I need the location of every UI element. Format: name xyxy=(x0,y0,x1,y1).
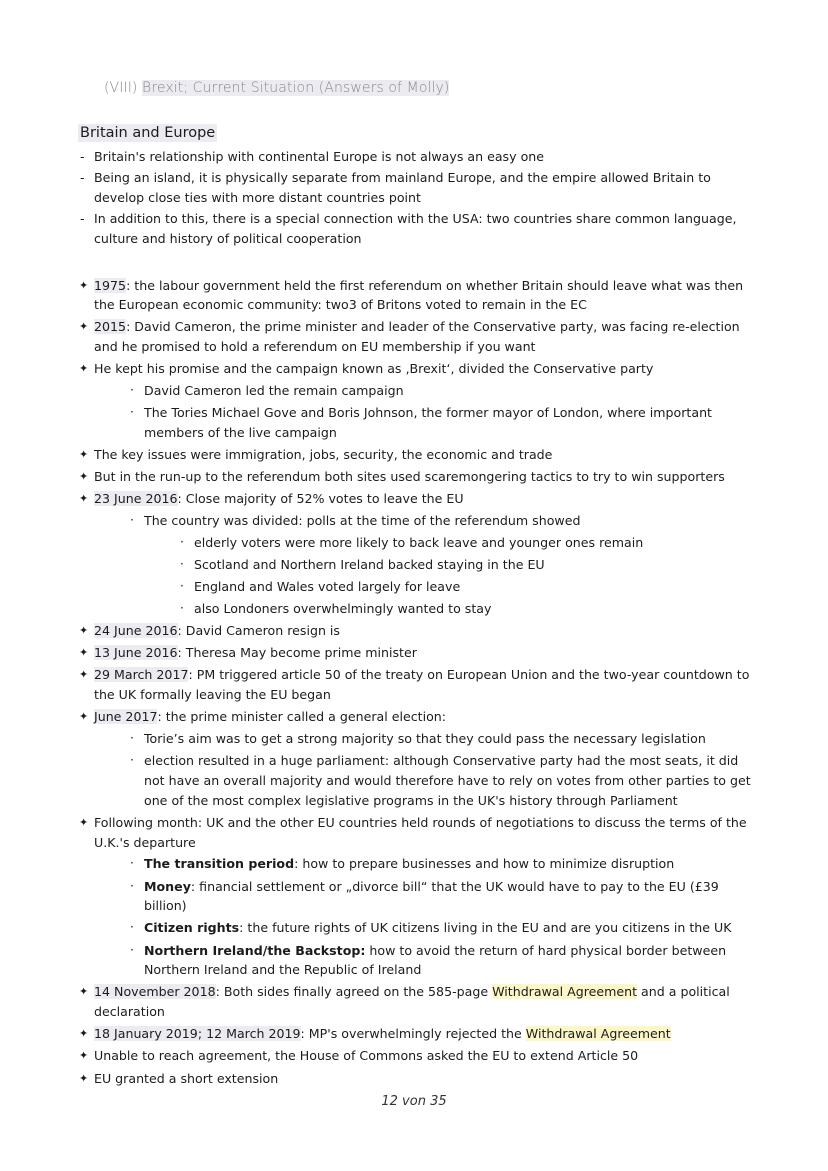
sub-item xyxy=(128,877,758,917)
date-label: 1975 xyxy=(94,277,127,293)
dot-bullet-icon: · xyxy=(130,920,134,935)
page-title xyxy=(104,80,449,96)
dot-bullet-icon: · xyxy=(130,731,134,746)
dot-bullet-icon: · xyxy=(180,579,184,594)
timeline-item xyxy=(78,489,758,619)
timeline-item xyxy=(78,317,758,357)
star-bullet-icon: ✦ xyxy=(79,448,89,462)
poll-item xyxy=(178,533,758,553)
sub-list xyxy=(94,381,758,443)
item-text: : David Cameron resign is xyxy=(177,623,340,639)
dot-bullet-icon: · xyxy=(130,878,134,893)
content xyxy=(78,147,758,1091)
timeline-item xyxy=(78,1024,758,1044)
sub-item-text: David Cameron led the remain campaign xyxy=(144,383,404,399)
title-prefix: (VIII) xyxy=(104,80,143,96)
sub-item xyxy=(128,381,758,401)
timeline-item xyxy=(78,707,758,810)
dot-bullet-icon: · xyxy=(180,534,184,549)
item-text: : Close majority of 52% votes to leave the EU xyxy=(177,491,464,507)
star-bullet-icon: ✦ xyxy=(79,1027,89,1041)
sub-item xyxy=(128,729,758,749)
timeline-item xyxy=(78,982,758,1022)
sub-item-text: The Tories Michael Gove and Boris Johnson, the former mayor of London, where important members of the live campaign xyxy=(144,405,712,440)
item-text: EU granted a short extension xyxy=(94,1070,279,1086)
timeline-item xyxy=(78,813,758,980)
term-label: The transition period xyxy=(144,856,295,872)
timeline-list xyxy=(78,276,758,1089)
intro-item: - Being an island, it is physically separate from mainland Europe, and the empire allowed Britain to develop close ties with more distant countries point xyxy=(78,168,758,209)
dot-bullet-icon: · xyxy=(130,513,134,528)
star-bullet-icon: ✦ xyxy=(79,320,89,334)
term-label: Citizen rights xyxy=(144,920,240,936)
sub-list xyxy=(94,854,758,980)
poll-text: England and Wales voted largely for leave xyxy=(194,579,461,595)
star-bullet-icon: ✦ xyxy=(79,985,89,999)
section-heading: Britain and Europe xyxy=(80,125,216,141)
intro-list xyxy=(78,147,758,250)
item-text: The key issues were immigration, jobs, security, the economic and trade xyxy=(94,447,553,463)
sub-item-text: : financial settlement or „divorce bill“ that the UK would have to pay to the EU (£39 billion) xyxy=(144,878,719,914)
sub-item-text: election resulted in a huge parliament: although Conservative party had the most seats, it did not have an overall majority and would therefore have to rely on votes from other parties to get one of the most complex legislative programs in the UK's history through Parliament xyxy=(144,753,751,808)
timeline-item xyxy=(78,1046,758,1066)
date-label: 14 November 2018 xyxy=(94,984,216,1000)
star-bullet-icon: ✦ xyxy=(79,492,89,506)
highlight-text: Withdrawal Agreement xyxy=(492,984,638,1000)
item-text: : Theresa May become prime minister xyxy=(177,645,417,661)
date-label: June 2017 xyxy=(94,709,158,725)
timeline-item xyxy=(78,621,758,641)
poll-item xyxy=(178,599,758,619)
star-bullet-icon: ✦ xyxy=(79,646,89,660)
dot-bullet-icon: · xyxy=(130,942,134,957)
date-label: 29 March 2017 xyxy=(94,667,189,683)
dot-bullet-icon: · xyxy=(130,405,134,420)
star-bullet-icon: ✦ xyxy=(79,624,89,638)
date-label: 24 June 2016 xyxy=(94,623,178,639)
dot-bullet-icon: · xyxy=(180,601,184,616)
item-text: He kept his promise and the campaign known as ‚Brexit‘, divided the Conservative party xyxy=(94,361,654,377)
sub-item xyxy=(128,511,758,619)
timeline-item xyxy=(78,665,758,705)
sub-list xyxy=(94,511,758,619)
dot-bullet-icon: · xyxy=(130,753,134,768)
date-label: 23 June 2016 xyxy=(94,491,178,507)
intro-item: - In addition to this, there is a special connection with the USA: two countries share common language, culture and history of political cooperation xyxy=(78,209,758,250)
item-text: : MP's overwhelmingly rejected the xyxy=(300,1026,526,1042)
item-text: : the prime minister called a general election: xyxy=(157,709,447,725)
star-bullet-icon: ✦ xyxy=(79,470,89,484)
poll-text: also Londoners overwhelmingly wanted to stay xyxy=(194,601,492,617)
poll-text: elderly voters were more likely to back leave and younger ones remain xyxy=(194,534,644,550)
poll-item xyxy=(178,577,758,597)
item-text: Following month: UK and the other EU countries held rounds of negotiations to discuss the terms of the U.K.'s departure xyxy=(94,814,747,850)
sub-item-text: how to avoid the return of hard physical border between Northern Ireland and the Republic of Ireland xyxy=(144,942,727,978)
sub-item xyxy=(128,941,758,981)
timeline-item xyxy=(78,359,758,442)
sub-item xyxy=(128,751,758,810)
item-text: : PM triggered article 50 of the treaty on European Union and the two-year countdown to the UK formally leaving the EU began xyxy=(94,667,750,703)
timeline-item xyxy=(78,467,758,487)
sub-list xyxy=(94,729,758,810)
timeline-item xyxy=(78,276,758,316)
star-bullet-icon: ✦ xyxy=(79,668,89,682)
sub-item xyxy=(128,854,758,874)
dot-bullet-icon: · xyxy=(130,383,134,398)
date-label: 2015 xyxy=(94,319,127,335)
star-bullet-icon: ✦ xyxy=(79,1049,89,1063)
poll-item xyxy=(178,555,758,575)
item-text: But in the run-up to the referendum both sites used scaremongering tactics to try to win supporters xyxy=(94,469,725,485)
timeline-item xyxy=(78,1069,758,1089)
dot-bullet-icon: · xyxy=(130,856,134,871)
dot-bullet-icon: · xyxy=(180,556,184,571)
poll-text: Scotland and Northern Ireland backed staying in the EU xyxy=(194,556,545,572)
date-label: 13 June 2016 xyxy=(94,645,178,661)
date-label: 18 January 2019; 12 March 2019 xyxy=(94,1026,301,1042)
highlight-text: Withdrawal Agreement xyxy=(525,1026,671,1042)
star-bullet-icon: ✦ xyxy=(79,278,89,292)
sub-item xyxy=(128,403,758,443)
sub-item xyxy=(128,918,758,938)
item-text: : Both sides finally agreed on the 585-page xyxy=(215,984,493,1000)
page-number: 12 von 35 xyxy=(381,1094,447,1109)
item-text: : David Cameron, the prime minister and leader of the Conservative party, was facing re-election and he promised to hold a referendum on EU membership if you want xyxy=(94,319,740,355)
star-bullet-icon: ✦ xyxy=(79,815,89,829)
item-text: : the labour government held the first referendum on whether Britain should leave what was then the European economic community: two3 of Britons voted to remain in the EC xyxy=(94,277,744,313)
term-label: Northern Ireland/the Backstop: xyxy=(144,942,366,958)
item-text: and a political declaration xyxy=(94,984,730,1020)
term-label: Money xyxy=(144,878,191,894)
star-bullet-icon: ✦ xyxy=(79,1071,89,1085)
star-bullet-icon: ✦ xyxy=(79,710,89,724)
sub-item-text: The country was divided: polls at the time of the referendum showed xyxy=(144,513,581,529)
intro-item: - Britain's relationship with continental Europe is not always an easy one xyxy=(78,147,758,168)
sub-item-text: : the future rights of UK citizens living in the EU and are you citizens in the UK xyxy=(239,920,732,936)
sub-item-text: : how to prepare businesses and how to minimize disruption xyxy=(294,856,675,872)
sub-sub-list xyxy=(144,533,758,619)
timeline-item xyxy=(78,445,758,465)
sub-item-text: Torie’s aim was to get a strong majority so that they could pass the necessary legislation xyxy=(144,731,706,747)
item-text: Unable to reach agreement, the House of Commons asked the EU to extend Article 50 xyxy=(94,1048,639,1064)
timeline-item xyxy=(78,643,758,663)
title-text: Brexit; Current Situation (Answers of Molly) xyxy=(142,80,450,96)
star-bullet-icon: ✦ xyxy=(79,362,89,376)
